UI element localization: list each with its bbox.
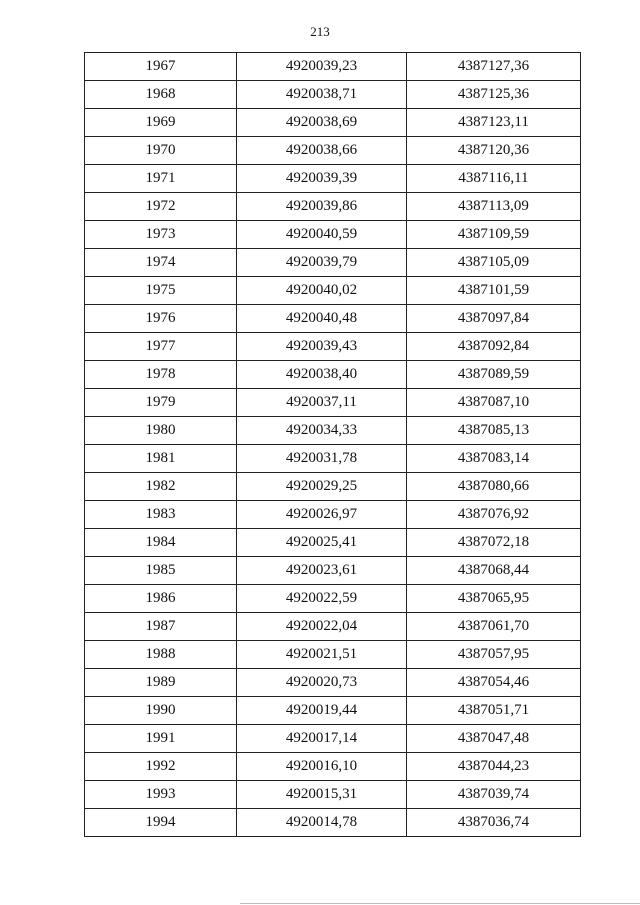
- point-number-cell: 1982: [85, 473, 237, 501]
- table-row: [85, 81, 581, 109]
- x-coordinate-cell: 4920026,97: [237, 501, 407, 529]
- point-number-cell: 1990: [85, 697, 237, 725]
- y-coordinate-cell: 4387047,48: [407, 725, 581, 753]
- y-coordinate-cell: 4387097,84: [407, 305, 581, 333]
- point-number-cell: 1983: [85, 501, 237, 529]
- table-row: [85, 725, 581, 753]
- point-number-cell: 1970: [85, 137, 237, 165]
- x-coordinate-cell: 4920039,79: [237, 249, 407, 277]
- table-body: [85, 53, 581, 837]
- point-number-cell: 1980: [85, 417, 237, 445]
- y-coordinate-cell: 4387127,36: [407, 53, 581, 81]
- y-coordinate-cell: 4387065,95: [407, 585, 581, 613]
- table-row: [85, 361, 581, 389]
- coordinates-table-container: [84, 52, 580, 837]
- table-row: [85, 809, 581, 837]
- y-coordinate-cell: 4387109,59: [407, 221, 581, 249]
- x-coordinate-cell: 4920016,10: [237, 753, 407, 781]
- point-number-cell: 1986: [85, 585, 237, 613]
- y-coordinate-cell: 4387113,09: [407, 193, 581, 221]
- x-coordinate-cell: 4920034,33: [237, 417, 407, 445]
- table-row: [85, 249, 581, 277]
- point-number-cell: 1975: [85, 277, 237, 305]
- table-row: [85, 529, 581, 557]
- table-row: [85, 445, 581, 473]
- y-coordinate-cell: 4387087,10: [407, 389, 581, 417]
- point-number-cell: 1994: [85, 809, 237, 837]
- y-coordinate-cell: 4387076,92: [407, 501, 581, 529]
- table-row: [85, 669, 581, 697]
- y-coordinate-cell: 4387085,13: [407, 417, 581, 445]
- table-row: [85, 221, 581, 249]
- bottom-divider: [240, 903, 640, 904]
- point-number-cell: 1974: [85, 249, 237, 277]
- x-coordinate-cell: 4920015,31: [237, 781, 407, 809]
- y-coordinate-cell: 4387125,36: [407, 81, 581, 109]
- point-number-cell: 1981: [85, 445, 237, 473]
- y-coordinate-cell: 4387051,71: [407, 697, 581, 725]
- x-coordinate-cell: 4920037,11: [237, 389, 407, 417]
- table-row: [85, 585, 581, 613]
- table-row: [85, 613, 581, 641]
- x-coordinate-cell: 4920038,66: [237, 137, 407, 165]
- x-coordinate-cell: 4920022,59: [237, 585, 407, 613]
- y-coordinate-cell: 4387092,84: [407, 333, 581, 361]
- table-row: [85, 781, 581, 809]
- y-coordinate-cell: 4387080,66: [407, 473, 581, 501]
- x-coordinate-cell: 4920014,78: [237, 809, 407, 837]
- x-coordinate-cell: 4920038,40: [237, 361, 407, 389]
- point-number-cell: 1988: [85, 641, 237, 669]
- point-number-cell: 1978: [85, 361, 237, 389]
- table-row: [85, 557, 581, 585]
- x-coordinate-cell: 4920038,71: [237, 81, 407, 109]
- point-number-cell: 1991: [85, 725, 237, 753]
- y-coordinate-cell: 4387039,74: [407, 781, 581, 809]
- y-coordinate-cell: 4387061,70: [407, 613, 581, 641]
- y-coordinate-cell: 4387072,18: [407, 529, 581, 557]
- table-row: [85, 753, 581, 781]
- point-number-cell: 1972: [85, 193, 237, 221]
- table-row: [85, 53, 581, 81]
- y-coordinate-cell: 4387116,11: [407, 165, 581, 193]
- x-coordinate-cell: 4920023,61: [237, 557, 407, 585]
- coordinates-table: [84, 52, 581, 837]
- x-coordinate-cell: 4920039,43: [237, 333, 407, 361]
- y-coordinate-cell: 4387101,59: [407, 277, 581, 305]
- table-row: [85, 641, 581, 669]
- x-coordinate-cell: 4920022,04: [237, 613, 407, 641]
- point-number-cell: 1973: [85, 221, 237, 249]
- table-row: [85, 305, 581, 333]
- point-number-cell: 1987: [85, 613, 237, 641]
- y-coordinate-cell: 4387036,74: [407, 809, 581, 837]
- point-number-cell: 1992: [85, 753, 237, 781]
- x-coordinate-cell: 4920040,48: [237, 305, 407, 333]
- point-number-cell: 1993: [85, 781, 237, 809]
- point-number-cell: 1989: [85, 669, 237, 697]
- x-coordinate-cell: 4920039,86: [237, 193, 407, 221]
- table-row: [85, 137, 581, 165]
- y-coordinate-cell: 4387123,11: [407, 109, 581, 137]
- point-number-cell: 1979: [85, 389, 237, 417]
- x-coordinate-cell: 4920021,51: [237, 641, 407, 669]
- page-number: 213: [310, 24, 330, 39]
- x-coordinate-cell: 4920040,59: [237, 221, 407, 249]
- table-row: [85, 109, 581, 137]
- table-row: [85, 697, 581, 725]
- table-row: [85, 277, 581, 305]
- y-coordinate-cell: 4387083,14: [407, 445, 581, 473]
- point-number-cell: 1969: [85, 109, 237, 137]
- point-number-cell: 1976: [85, 305, 237, 333]
- x-coordinate-cell: 4920017,14: [237, 725, 407, 753]
- x-coordinate-cell: 4920039,23: [237, 53, 407, 81]
- x-coordinate-cell: 4920040,02: [237, 277, 407, 305]
- y-coordinate-cell: 4387044,23: [407, 753, 581, 781]
- y-coordinate-cell: 4387120,36: [407, 137, 581, 165]
- table-row: [85, 389, 581, 417]
- y-coordinate-cell: 4387057,95: [407, 641, 581, 669]
- y-coordinate-cell: 4387054,46: [407, 669, 581, 697]
- table-row: [85, 165, 581, 193]
- point-number-cell: 1968: [85, 81, 237, 109]
- point-number-cell: 1971: [85, 165, 237, 193]
- x-coordinate-cell: 4920039,39: [237, 165, 407, 193]
- table-row: [85, 473, 581, 501]
- y-coordinate-cell: 4387068,44: [407, 557, 581, 585]
- y-coordinate-cell: 4387089,59: [407, 361, 581, 389]
- table-row: [85, 193, 581, 221]
- point-number-cell: 1984: [85, 529, 237, 557]
- table-row: [85, 417, 581, 445]
- point-number-cell: 1985: [85, 557, 237, 585]
- x-coordinate-cell: 4920020,73: [237, 669, 407, 697]
- table-row: [85, 501, 581, 529]
- y-coordinate-cell: 4387105,09: [407, 249, 581, 277]
- point-number-cell: 1977: [85, 333, 237, 361]
- x-coordinate-cell: 4920038,69: [237, 109, 407, 137]
- table-row: [85, 333, 581, 361]
- point-number-cell: 1967: [85, 53, 237, 81]
- x-coordinate-cell: 4920019,44: [237, 697, 407, 725]
- x-coordinate-cell: 4920029,25: [237, 473, 407, 501]
- x-coordinate-cell: 4920031,78: [237, 445, 407, 473]
- x-coordinate-cell: 4920025,41: [237, 529, 407, 557]
